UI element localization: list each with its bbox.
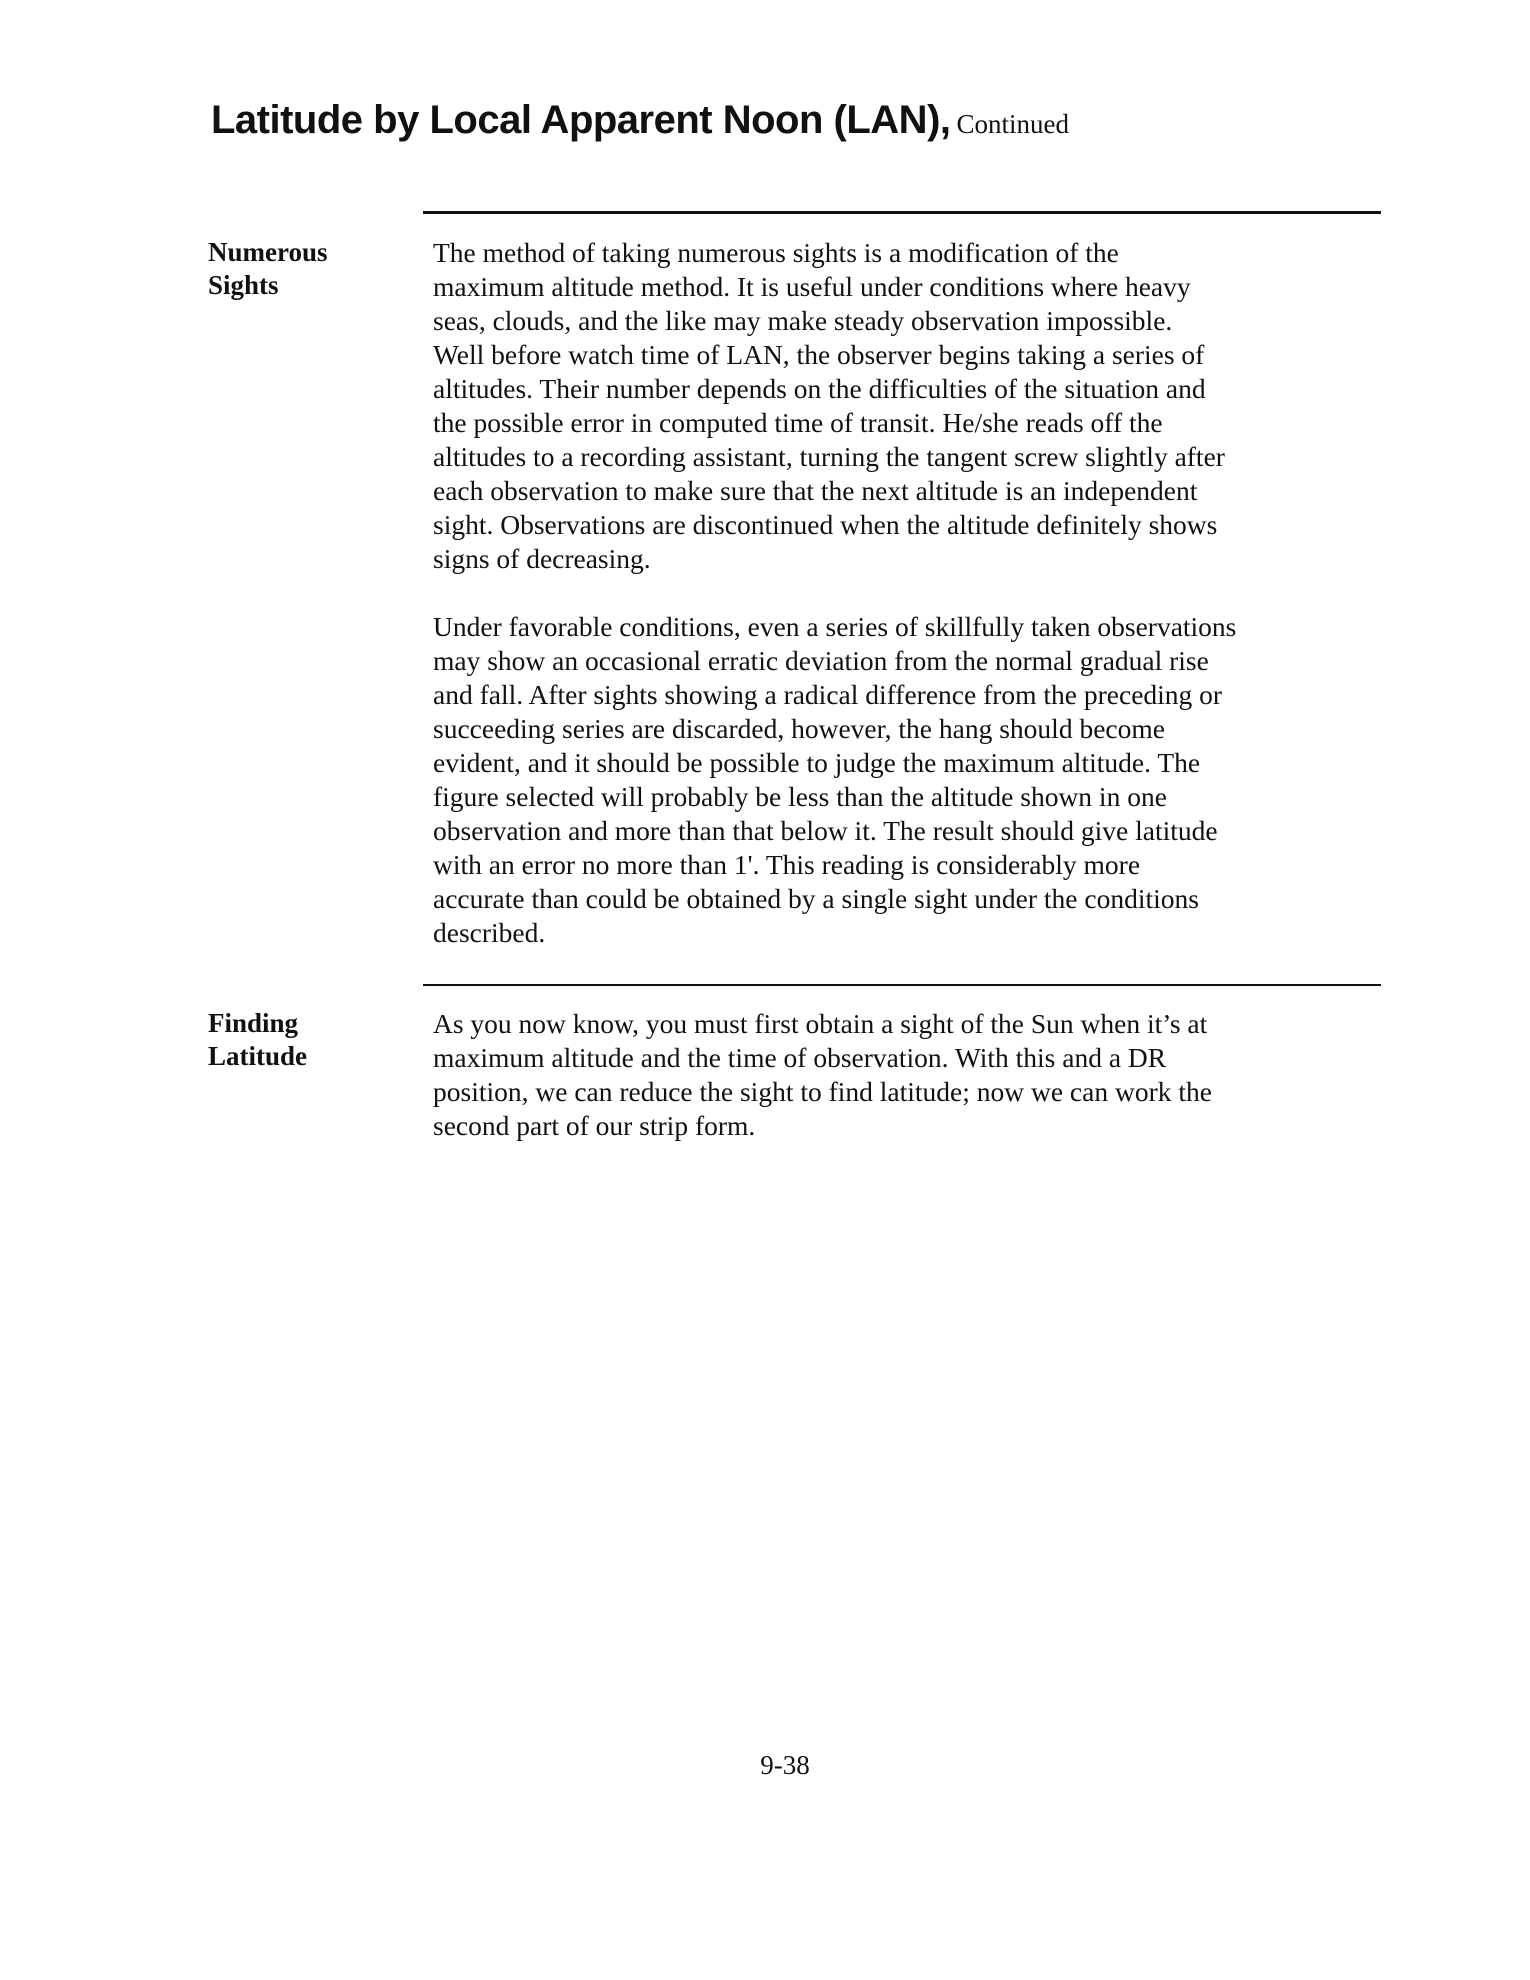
label-line: Numerous: [208, 237, 328, 267]
paragraph: [433, 236, 1236, 576]
section-body-finding-latitude: [433, 1007, 1212, 1177]
text-line: The method of taking numerous sights is a modification of the: [433, 237, 1119, 268]
text-line: position, we can reduce the sight to find latitude; now we can work the: [433, 1076, 1212, 1107]
text-line: maximum altitude and the time of observation. With this and a DR: [433, 1042, 1167, 1073]
text-line: and fall. After sights showing a radical difference from the preceding or: [433, 679, 1223, 710]
text-line: Well before watch time of LAN, the observer begins taking a series of: [433, 339, 1205, 370]
text-line: described.: [433, 917, 546, 948]
text-line: observation and more than that below it. The result should give latitude: [433, 815, 1218, 846]
text-line: each observation to make sure that the next altitude is an independent: [433, 475, 1198, 506]
text-line: signs of decreasing.: [433, 543, 651, 574]
text-line: altitudes to a recording assistant, turning the tangent screw slightly after: [433, 441, 1225, 472]
text-line: maximum altitude method. It is useful under conditions where heavy: [433, 271, 1191, 302]
section-body-numerous-sights: [433, 236, 1236, 984]
section-label-finding-latitude: [208, 1007, 307, 1073]
label-line: Latitude: [208, 1041, 308, 1071]
text-line: altitudes. Their number depends on the difficulties of the situation and: [433, 373, 1206, 404]
text-line: sight. Observations are discontinued when the altitude definitely shows: [433, 509, 1218, 540]
text-line: seas, clouds, and the like may make steady observation impossible.: [433, 305, 1173, 336]
label-line: Sights: [208, 270, 279, 300]
paragraph: [433, 1007, 1212, 1143]
text-line: Under favorable conditions, even a series of skillfully taken observations: [433, 611, 1237, 642]
section-label-numerous-sights: [208, 236, 328, 302]
text-line: accurate than could be obtained by a single sight under the conditions: [433, 883, 1199, 914]
text-line: figure selected will probably be less than the altitude shown in one: [433, 781, 1167, 812]
paragraph: [433, 610, 1236, 950]
label-line: Finding: [208, 1008, 299, 1038]
text-line: succeeding series are discarded, however, the hang should become: [433, 713, 1165, 744]
section-divider: [423, 984, 1381, 986]
page-number: 9-38: [760, 1750, 810, 1780]
page-title: [211, 98, 1069, 143]
text-line: may show an occasional erratic deviation from the normal gradual rise: [433, 645, 1209, 676]
continued-label: Continued: [956, 109, 1069, 139]
section-divider: [423, 211, 1381, 214]
text-line: evident, and it should be possible to judge the maximum altitude. The: [433, 747, 1201, 778]
text-line: second part of our strip form.: [433, 1110, 756, 1141]
text-line: the possible error in computed time of transit. He/she reads off the: [433, 407, 1163, 438]
text-line: As you now know, you must first obtain a sight of the Sun when it’s at: [433, 1008, 1208, 1039]
text-line: with an error no more than 1'. This reading is considerably more: [433, 849, 1141, 880]
title-text: Latitude by Local Apparent Noon (LAN),: [211, 98, 951, 142]
